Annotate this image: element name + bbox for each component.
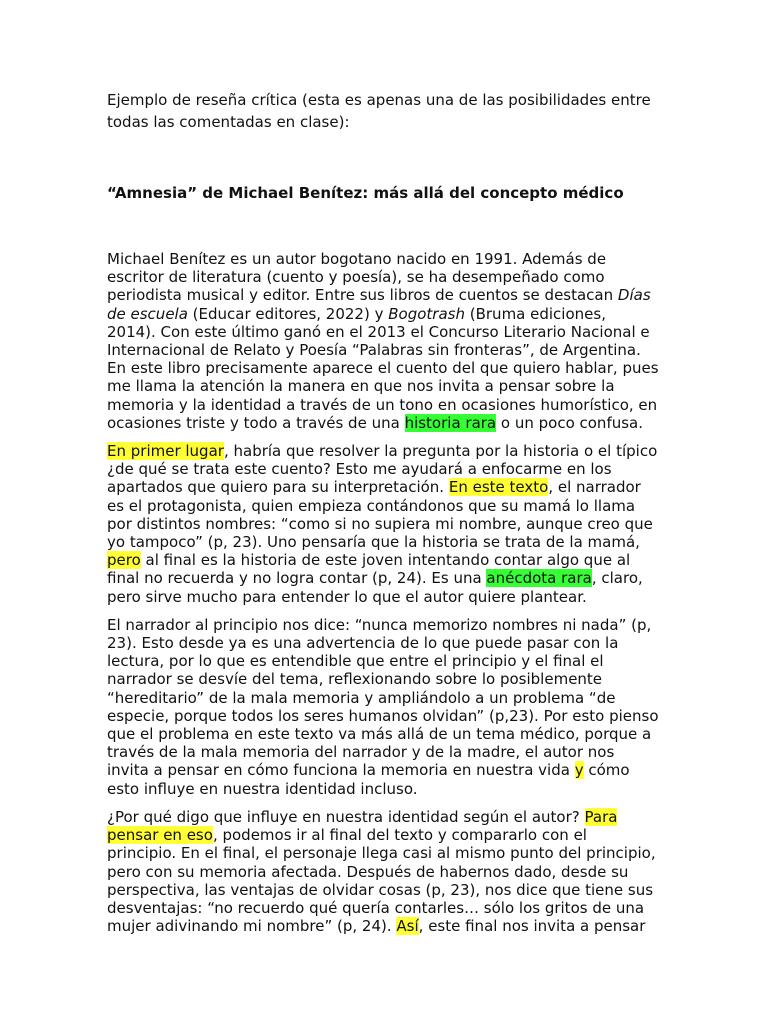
highlight-yellow: En primer lugar xyxy=(107,442,224,461)
text-run: al final es la historia de este joven intentando contar algo que al final no recuerda y no logra contar (p, 24). Es una xyxy=(107,551,631,588)
highlight-yellow: y xyxy=(574,761,584,780)
review-body xyxy=(107,250,659,935)
highlight-yellow: Así xyxy=(396,917,419,936)
text-run: , habría que resolver la pregunta por la historia o el típico ¿de qué se trata este cuento? Esto me ayudará a enfocarme en los apartados que quiero para su interpretación. xyxy=(107,442,658,497)
highlight-yellow: pero xyxy=(107,551,141,570)
paragraph-2 xyxy=(107,442,659,606)
italic-title: Días de escuela xyxy=(107,286,651,323)
highlight-green: historia rara xyxy=(404,413,497,432)
text-run: cómo esto influye en nuestra identidad incluso. xyxy=(107,761,630,798)
highlight-green: anécdota rara xyxy=(486,569,592,588)
text-run: , claro, pero sirve mucho para entender lo que el autor quiere plantear. xyxy=(107,569,643,606)
intro-text: Ejemplo de reseña crítica (esta es apenas una de las posibilidades entre todas las comentadas en clase): xyxy=(107,91,651,131)
paragraph-3 xyxy=(107,616,659,798)
text-run: , este final nos invita a pensar xyxy=(418,917,646,936)
text-run: El narrador al principio nos dice: “nunca memorizo nombres ni nada” (p, 23). Esto desde ya es una advertencia de lo que puede pasar con la lectura, por lo que es entendible que entre el principio y el final el narrador se desvíe del tema, reflexionando sobre lo posiblemente “hereditario” de la mala memoria y ampliándolo a un problema “de especie, porque todos los seres humanos olvidan” (p,23). Por esto pienso que el problema en este texto va más allá de un tema médico, porque a través de la mala memoria del narrador y de la madre, el autor nos invita a pensar en cómo funciona la memoria en nuestra vida xyxy=(107,615,659,780)
italic-title: Bogotrash xyxy=(388,304,465,323)
text-run: o un poco confusa. xyxy=(496,413,644,432)
text-run: (Educar editores, 2022) y xyxy=(187,304,389,323)
paragraph-4 xyxy=(107,808,659,935)
text-run: Michael Benítez es un autor bogotano nacido en 1991. Además de escritor de literatura (cuento y poesía), se ha desempeñado como periodista musical y editor. Entre sus libros de cuentos se destacan xyxy=(107,250,618,305)
text-run: , podemos ir al final del texto y compararlo con el principio. En el final, el personaje llega casi al mismo punto del principio, pero con su memoria afectada. Después de habernos dado, desde su perspectiva, las ventajas de olvidar cosas (p, 23), nos dice que tiene sus desventajas: “no recuerdo qué quería contarles… sólo los gritos de una mujer adivinando mi nombre” (p, 24). xyxy=(107,826,656,936)
text-run: , el narrador es el protagonista, quien empieza contándonos que su mamá lo llama por distintos nombres: “como si no supiera mi nombre, aunque creo que yo tampoco” (p, 23). Uno pensaría que la historia se trata de la mamá, xyxy=(107,478,653,552)
review-title: “Amnesia” de Michael Benítez: más allá del concepto médico xyxy=(107,184,624,202)
highlight-yellow: Para pensar en eso xyxy=(107,807,618,845)
paragraph-1 xyxy=(107,250,659,432)
document-page xyxy=(107,90,659,945)
highlight-yellow: En este texto xyxy=(448,478,549,497)
text-run: ¿Por qué digo que influye en nuestra identidad según el autor? xyxy=(107,807,585,826)
text-run: (Bruma ediciones, 2014). Con este último ganó en el 2013 el Concurso Literario Nacional e Internacional de Relato y Poesía “Palabras sin fronteras”, de Argentina. En este libro precisamente aparece el cuento del que quiero hablar, pues me llama la atención la manera en que nos invita a pensar sobre la memoria y la identidad a través de un tono en ocasiones humorístico, en ocasiones triste y todo a través de una xyxy=(107,304,659,432)
